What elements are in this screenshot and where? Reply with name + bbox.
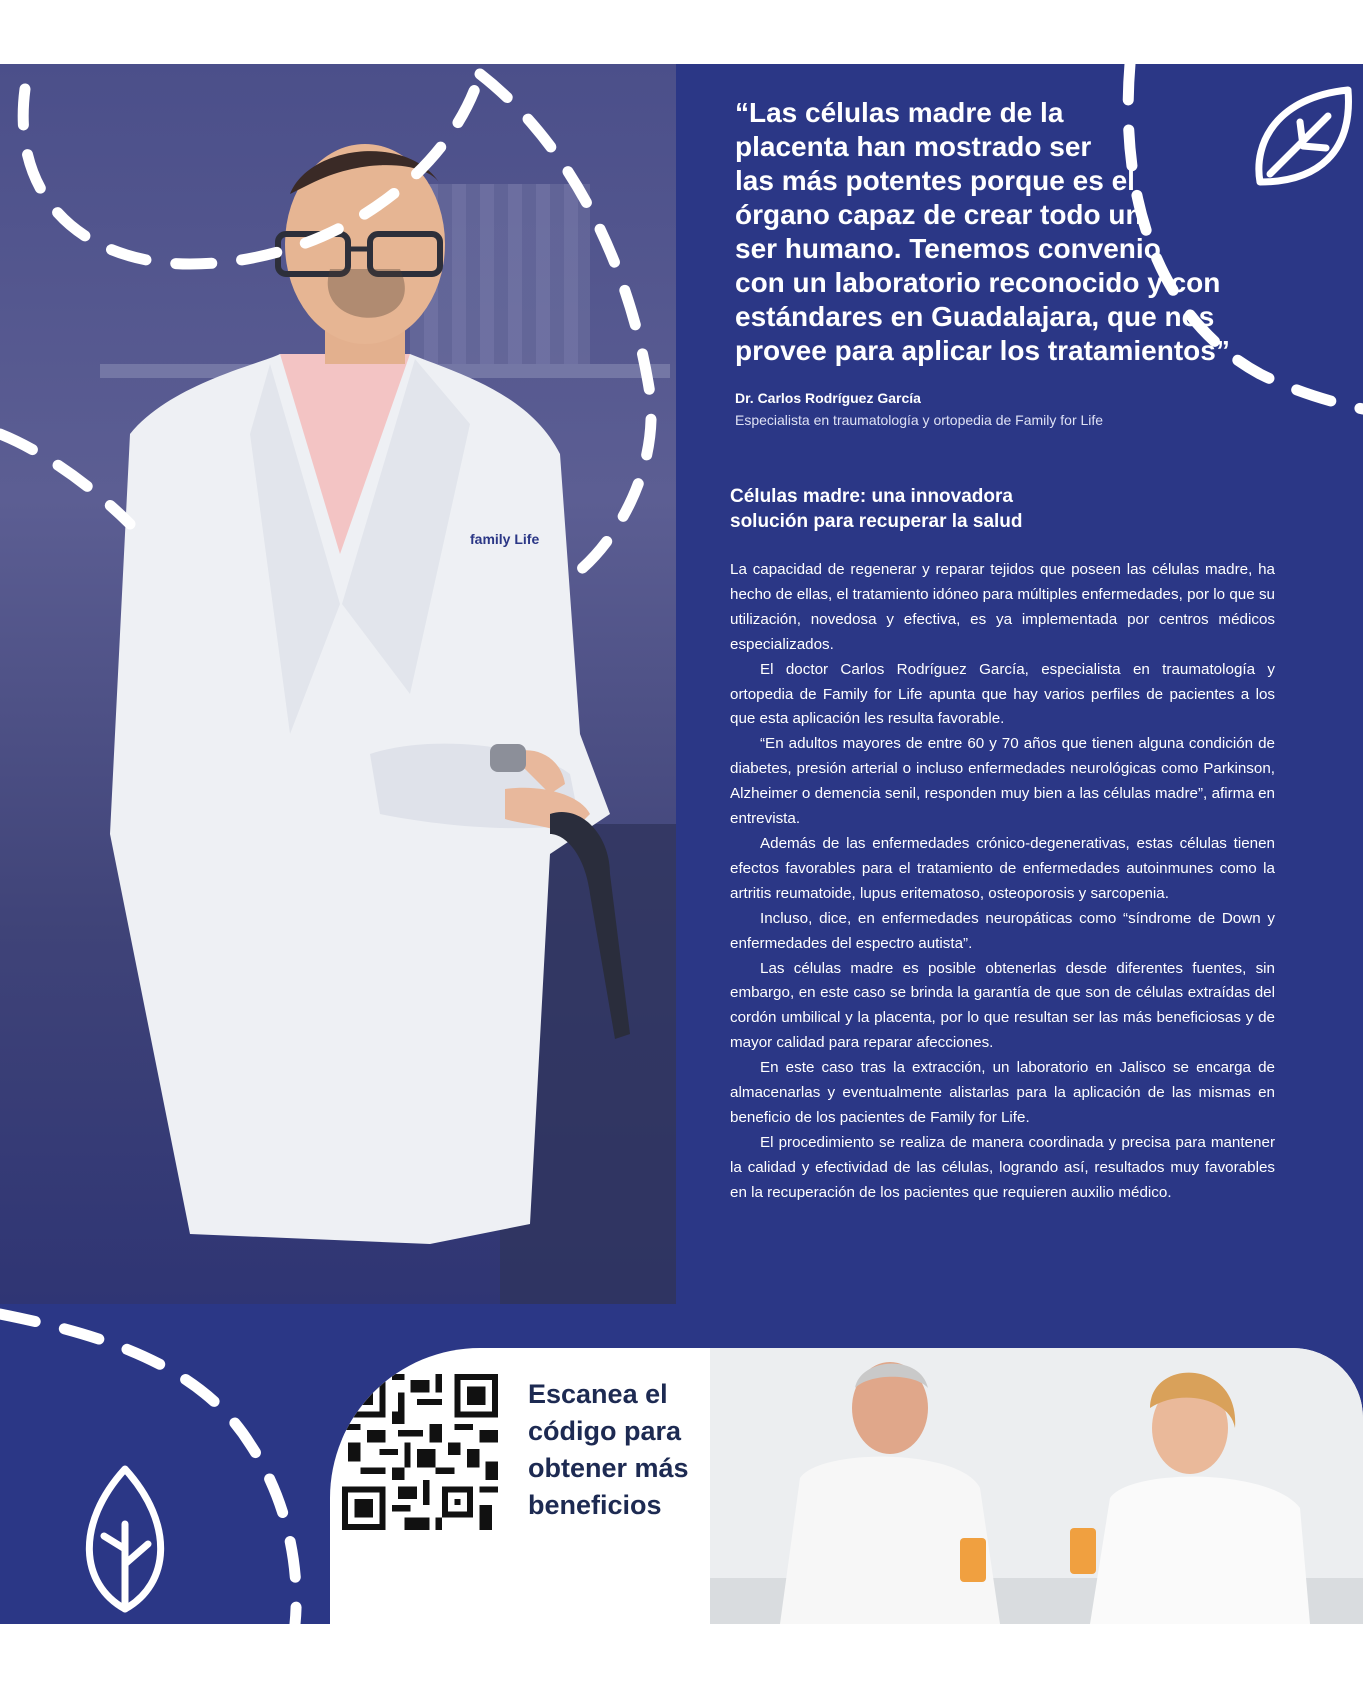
pull-quote bbox=[735, 96, 1255, 368]
quote-line: provee para aplicar los tratamientos” bbox=[735, 335, 1230, 366]
body-paragraph: Incluso, dice, en enfermedades neuropáticas como “síndrome de Down y enfermedades del espectro autista”. bbox=[730, 909, 1275, 952]
quote-line: las más potentes porque es el bbox=[735, 165, 1135, 196]
body-paragraph: La capacidad de regenerar y reparar tejidos que poseen las células madre, ha hecho de ellas, el tratamiento idóneo para múltiples enfermedades, por lo que su utilización, novedosa y efectiva, es ya implementada por centros médicos especializados. bbox=[730, 561, 1275, 653]
quote-line: placenta han mostrado ser bbox=[735, 131, 1092, 162]
quote-line: con un laboratorio reconocido y con bbox=[735, 267, 1221, 298]
body-paragraph: El procedimiento se realiza de manera coordinada y precisa para mantener la calidad y efectividad de las células, logrando así, resultados muy favorables en la recuperación de los pacientes que requieren auxilio médico. bbox=[730, 1133, 1275, 1201]
quote-line: órgano capaz de crear todo un bbox=[735, 199, 1143, 230]
scan-cta bbox=[528, 1376, 728, 1524]
senior-couple-photo bbox=[710, 1348, 1363, 1624]
body-paragraph: En este caso tras la extracción, un laboratorio en Jalisco se encarga de almacenarlas y eventualmente alistarlas para la aplicación de las mismas en beneficio de los pacientes de Family for Life. bbox=[730, 1059, 1275, 1126]
subtitle-line: Células madre: una innovadora bbox=[730, 486, 1013, 507]
quote-line: ser humano. Tenemos convenio bbox=[735, 233, 1161, 264]
article-panel bbox=[0, 64, 1363, 1624]
cta-line: Escanea el bbox=[528, 1379, 668, 1409]
body-paragraph: Además de las enfermedades crónico-degenerativas, estas células tienen efectos favorables para el tratamiento de enfermedades autoinmunes como la artritis reumatoide, lupus eritematoso, osteoporosis y sarcopenia. bbox=[730, 834, 1275, 902]
promo-card bbox=[330, 1348, 1363, 1624]
cta-line: código para bbox=[528, 1416, 682, 1446]
coat-logo: family Life bbox=[470, 531, 540, 547]
article-body bbox=[730, 558, 1275, 1206]
cta-line: obtener más bbox=[528, 1453, 689, 1483]
body-paragraph: El doctor Carlos Rodríguez García, especialista en traumatología y ortopedia de Family for Life apunta que hay varios perfiles de pacientes a los que esta aplicación les resulta favorable. bbox=[730, 660, 1275, 728]
leaf-icon bbox=[70, 1464, 180, 1614]
author-name: Dr. Carlos Rodríguez García bbox=[735, 390, 921, 406]
body-paragraph: “En adultos mayores de entre 60 y 70 años que tienen alguna condición de diabetes, presión arterial o incluso enfermedades neurológicas como Parkinson, Alzheimer o demencia senil, responden muy bien a las células madre”, afirma en entrevista. bbox=[730, 735, 1275, 828]
subtitle-line: solución para recuperar la salud bbox=[730, 511, 1023, 532]
body-paragraph: Las células madre es posible obtenerlas desde diferentes fuentes, sin embargo, en este caso se brinda la garantía de que son de células extraídas del cordón umbilical y la placenta, por lo que resultan ser las más beneficiosas y de mayor calidad para reparar afecciones. bbox=[730, 959, 1275, 1052]
quote-line: estándares en Guadalajara, que nos bbox=[735, 301, 1215, 332]
quote-line: “Las células madre de la bbox=[735, 97, 1064, 128]
leaf-icon bbox=[1248, 82, 1358, 192]
qr-code[interactable] bbox=[342, 1374, 498, 1530]
article-subtitle bbox=[730, 484, 1070, 534]
author-role: Especialista en traumatología y ortopedia de Family for Life bbox=[735, 412, 1104, 428]
cta-line: beneficios bbox=[528, 1490, 662, 1520]
